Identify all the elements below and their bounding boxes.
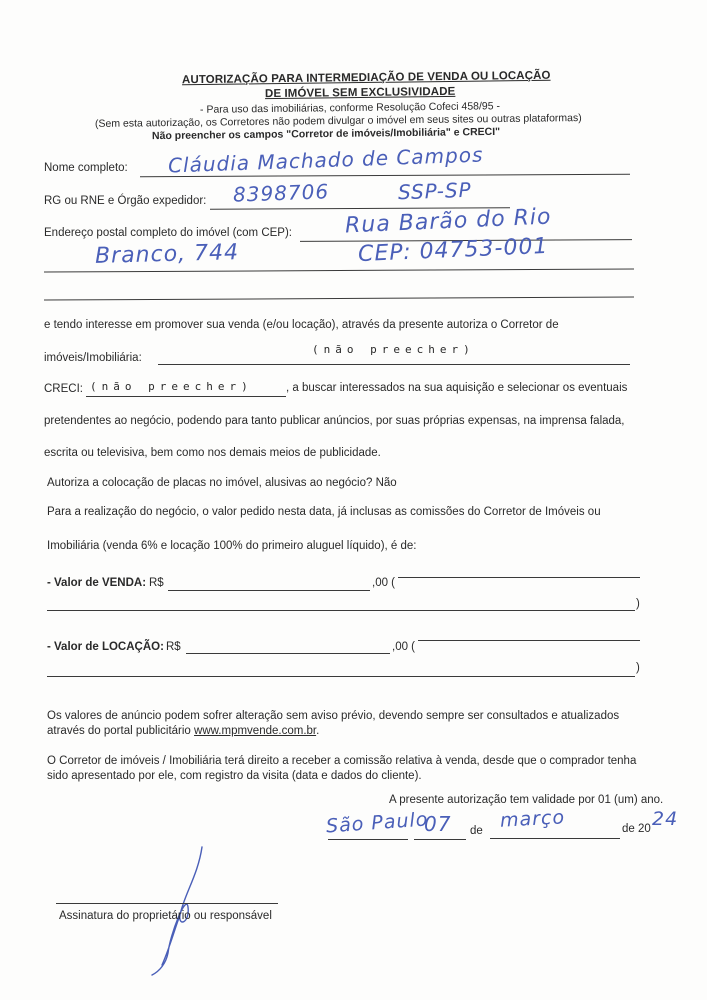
listing-note-2: através do portal publicitário www.mpmvende.com.br. <box>47 725 320 737</box>
listing-note-1: Os valores de anúncio podem sofrer alteração sem aviso prévio, devendo sempre ser consultados e atualizados <box>47 710 620 722</box>
rent-currency: R$ <box>166 641 181 653</box>
body-paragraph-3: escrita ou televisiva, bem como nos demais meios de publicidade. <box>44 447 381 459</box>
resolution-note: - Para uso das imobiliárias, conforme Resolução Cofeci 458/95 - <box>199 100 501 116</box>
body-paragraph-5: Imobiliária (venda 6% e locação 100% do primeiro aluguel líquido), é de: <box>47 540 417 552</box>
creci-label: CRECI: <box>44 383 83 395</box>
rent-amount-line[interactable] <box>186 653 390 654</box>
city-line <box>328 839 408 840</box>
name-label: Nome completo: <box>44 162 128 174</box>
fill-instruction: Não preencher os campos "Corretor de imóveis/Imobiliária" e CRECI" <box>151 125 501 143</box>
commission-note-1: O Corretor de imóveis / Imobiliária terá direito a receber a comissão relativa à venda, desde que o comprador tenha <box>47 755 637 767</box>
rg-number-value[interactable]: 8398706 <box>232 179 330 207</box>
month-line <box>490 838 620 839</box>
date-de-2: de 20 <box>622 823 651 835</box>
authorization-note: (Sem esta autorização, os Corretores não podem divulgar o imóvel em seus sites ou outras plataformas) <box>94 112 582 130</box>
validity-note: A presente autorização tem validade por 01 (um) ano. <box>389 794 664 806</box>
name-value[interactable]: Cláudia Machado de Campos <box>167 142 484 178</box>
commission-note-2: sido apresentado por ele, com registro da visita (data e dados do cliente). <box>47 770 422 782</box>
address-label: Endereço postal completo do imóvel (com CEP): <box>44 227 292 239</box>
sale-close-paren: ) <box>636 598 640 610</box>
sale-words-line-2[interactable] <box>47 610 635 611</box>
owner-signature <box>140 835 220 980</box>
title-line-2: DE IMÓVEL SEM EXCLUSIVIDADE <box>264 85 456 101</box>
year-value[interactable]: 24 <box>652 808 679 830</box>
body-paragraph-1: e tendo interesse em promover sua venda (e/ou locação), através da presente autoriza o Corretor de <box>44 319 559 331</box>
address-value-line-2a[interactable]: Branco, 744 <box>94 240 240 269</box>
rent-words-line-2[interactable] <box>47 676 635 677</box>
address-value-line-2b[interactable]: CEP: 04753-001 <box>357 233 549 268</box>
rg-label: RG ou RNE e Órgão expedidor: <box>44 195 207 207</box>
sale-currency: R$ <box>149 577 164 589</box>
address-line-2 <box>44 268 634 272</box>
sale-cents: ,00 ( <box>372 577 396 589</box>
day-value[interactable]: 07 <box>424 812 452 836</box>
sale-amount-line[interactable] <box>168 590 370 591</box>
creci-continuation: , a buscar interessados na sua aquisição e selecionar os eventuais <box>286 382 628 394</box>
rent-close-paren: ) <box>636 662 640 674</box>
date-de-1: de <box>470 825 483 837</box>
broker-label: imóveis/Imobiliária: <box>44 352 142 364</box>
rent-cents: ,00 ( <box>392 641 416 653</box>
city-value[interactable]: São Paulo <box>325 808 430 838</box>
creci-value[interactable]: (não preecher) <box>90 380 253 393</box>
broker-value[interactable]: (não preecher) <box>312 343 475 356</box>
signature-label: Assinatura do proprietário ou responsável <box>59 910 272 922</box>
broker-line <box>158 364 630 365</box>
creci-line <box>86 396 286 397</box>
title-line-1: AUTORIZAÇÃO PARA INTERMEDIAÇÃO DE VENDA OU LOCAÇÃO <box>181 69 551 87</box>
address-line-3 <box>44 296 634 300</box>
body-paragraph-4: Para a realização do negócio, o valor pedido nesta data, já inclusas as comissões do Corretor de Imóveis ou <box>47 506 601 518</box>
portal-link[interactable]: www.mpmvende.com.br <box>194 725 317 737</box>
address-value-line-1[interactable]: Rua Barão do Rio <box>344 204 552 239</box>
sale-words-line-1[interactable] <box>398 577 640 578</box>
signs-question: Autoriza a colocação de placas no imóvel, alusivas ao negócio? Não <box>47 477 397 489</box>
month-value[interactable]: março <box>499 806 566 832</box>
day-line <box>414 839 466 840</box>
rent-words-line-1[interactable] <box>418 640 640 641</box>
rg-issuer-value[interactable]: SSP-SP <box>397 177 473 205</box>
sale-value-label: - Valor de VENDA: <box>47 577 147 589</box>
signature-line <box>56 903 278 904</box>
body-paragraph-2: pretendentes ao negócio, podendo para tanto publicar anúncios, por suas próprias expensas, na imprensa falada, <box>44 415 625 427</box>
rent-value-label: - Valor de LOCAÇÃO: <box>47 641 164 653</box>
